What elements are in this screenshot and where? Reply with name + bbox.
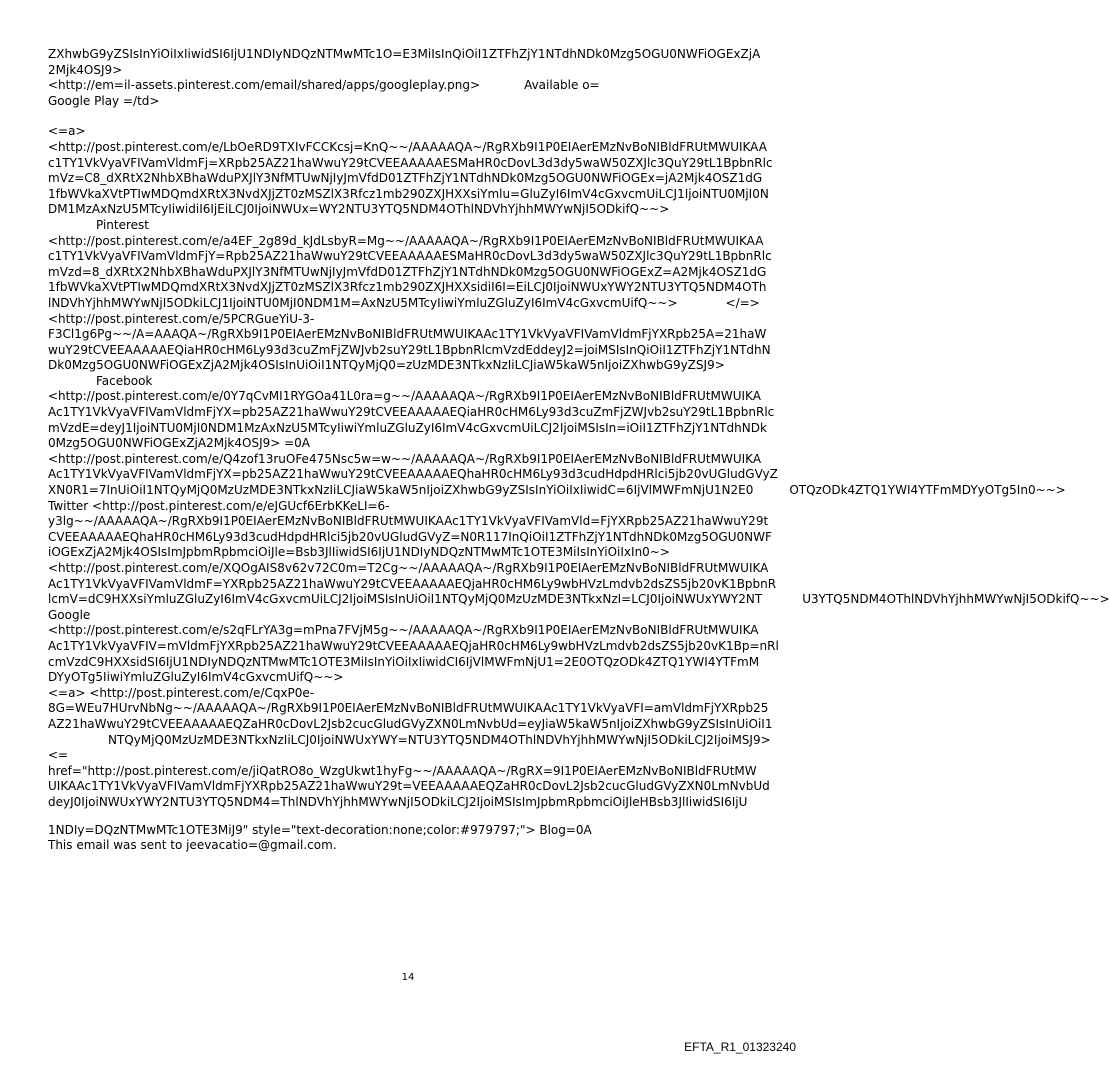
text-line: Ac1TY1VkVyaVFIVamVldmFjYX=pb25AZ21haWwuY29tCVEEAAAAAEQhaHR0cHM6Ly93d3cudHdpdHRlci5jb20vUGludGVyZ: [48, 467, 778, 482]
text-line: 2Mjk4OSJ9>: [48, 62, 123, 77]
pinterest-link[interactable]: Pinterest: [96, 217, 150, 232]
twitter-link[interactable]: OTQzODk4ZTQ1YWI4YTFmMDYyOTg5In0~~>: [789, 483, 1066, 498]
text-line: Google Play =/td>: [48, 93, 160, 108]
text-line: DM1MzAxNzU5MTcyIiwidiI6IjEiLCJ0IjoiNWUx=WY2NTU3YTQ5NDM4OThlNDVhYjhhMWYwNjI5ODkifQ~~>: [48, 202, 670, 217]
text-line: mVzd=8_dXRtX2NhbXBhaWduPXJlY3NfMTUwNjIyJmVfdD01ZTFhZjY1NTdhNDk0Mzg5OGU0NWFiOGExZ=A2Mjk4OSZ1dG: [48, 264, 767, 279]
text-line: AZ21haWwuY29tCVEEAAAAAEQZaHR0cDovL2Jsb2cucGludGVyZXN0LmNvbUd=eyJiaW5kaW5nIjoiZXhwbG9yZSIsInUiOiI1: [48, 716, 773, 731]
text-line: NTQyMjQ0MzUzMDE3NTkxNzIiLCJ0IjoiNWUxYWY=NTU3YTQ5NDM4OThlNDVhYjhhMWYwNjI5ODkiLCJ2IjoiMSJ9>: [108, 732, 771, 747]
text-line: lcmV=dC9HXXsiYmluZGluZyI6ImV4cGxvcmUiLCJ2IjoiMSIsInUiOiI1NTQyMjQ0MzUzMDE3NTkxNzI=LCJ0IjoiNWUxYWY2NT U3YTQ5NDM4OThlNDVhYjhhMWYwNjI5ODkifQ~~>: [48, 592, 1110, 607]
googleplay-image-url: <http://em=il-assets.pinterest.com/email/shared/apps/googleplay.png>: [48, 78, 481, 93]
text-line: UIKAAc1TY1VkVyaVFIVamVldmFjYXRpb25AZ21haWwuY29t=VEEAAAAAEQZaHR0cDovL2Jsb2cucGludGVyZXN0LmNvbUd: [48, 779, 770, 794]
text-line: 8G=WEu7HUrvNbNg~~/AAAAAQA~/RgRXb9I1P0EIAerEMzNvBoNIBldFRUtMWUIKAAc1TY1VkVyaVFI=amVldmFjYXRpb25: [48, 701, 769, 716]
text-line: CVEEAAAAAEQhaHR0cHM6Ly93d3cudHdpdHRlci5jb20vUGludGVyZ=N0R117InQiOiI1ZTFhZjY1NTdhNDk0Mzg5OGU0NWF: [48, 529, 772, 544]
facebook-link-url: <http://post.pinterest.com/e/5PCRGueYiU-3-: [48, 311, 315, 326]
text-line: lNDVhYjhhMWYwNjI5ODkiLCJ1IjoiNTU0MjI0NDM1M=AxNzU5MTcyIiwiYmluZGluZyI6ImV4cGxvcmUifQ~~> </=>: [48, 295, 760, 310]
google-link-url: Google: [48, 607, 91, 622]
text-line: <http://post.pinterest.com/e/Q4zof13ruOFe475Nsc5w=w~~/AAAAAQA~/RgRXb9I1P0EIAerEMzNvBoNIBldFRUtMWUIKA: [48, 451, 762, 466]
text-line: XN0R1=7InUiOiI1NTQyMjQ0MzUzMDE3NTkxNzIiLCJiaW5kaW5nIjoiZXhwbG9yZSIsInYiOiIxIiwidC=6IjVlMWFmNjU1N2E0 OTQzODk4ZTQ1YWI4YTFmMDYyOTg5In0~~>: [48, 483, 1066, 498]
text-line: 1fbWVkaXVtPTIwMDQmdXRtX3NvdXJjZT0zMSZlX3Rfcz1mb290ZXJHXXsidiI6I=EiLCJ0IjoiNWUxYWY2NTU3YTQ5NDM4OTh: [48, 280, 767, 295]
text-line: 1fbWVkaXVtPTIwMDQmdXRtX3NvdXJjZT0zMSZlX3Rfcz1mb290ZXJHXXsiYmlu=GluZyI6ImV4cGxvcmUiLCJ1IjoiNTU0MjI0N: [48, 186, 769, 201]
pinterest-link-url: <http://post.pinterest.com/e/a4EF_2g89d_kJdLsbyR=Mg~~/AAAAAQA~/RgRXb9I1P0EIAerEMzNvBoNIBldFRUtMWUIKAA: [48, 233, 764, 248]
pinterest-link-url: <http://post.pinterest.com/e/LbOeRD9TXIvFCCKcsj=KnQ~~/AAAAAQA~/RgRXb9I1P0EIAerEMzNvBoNIBldFRUtMWUIKAA: [48, 139, 767, 154]
available-on-text: Available o=: [524, 78, 600, 93]
text-line: mVz=C8_dXRtX2NhbXBhaWduPXJlY3NfMTUwNjIyJmVfdD01ZTFhZjY1NTdhNDk0Mzg5OGU0NWFiOGEx=jA2Mjk4OSZ1dG: [48, 171, 763, 186]
text-line: c1TY1VkVyaVFIVamVldmFjY=Rpb25AZ21haWwuY29tCVEEAAAAAESMaHR0cDovL3d3dy5waW50ZXJlc3QuY29tL1BpbnRlc: [48, 249, 772, 264]
text-line: Ac1TY1VkVyaVFIVamVldmF=YXRpb25AZ21haWwuY29tCVEEAAAAAEQjaHR0cHM6Ly9wbHVzLmdvb2dsZS5jb20vK1BpbnR: [48, 576, 777, 591]
text-line: <=a> <http://post.pinterest.com/e/CqxP0e-: [48, 685, 315, 700]
blog-href-url: <=: [48, 748, 69, 763]
text-line: Dk0Mzg5OGU0NWFiOGExZjA2Mjk4OSIsInUiOiI1NTQyMjQ0=zUzMDE3NTkxNzIiLCJiaW5kaW5nIjoiZXhwbG9yZSJ9>: [48, 358, 725, 373]
email-body: [48, 47, 1110, 854]
blog-link-url: DYyOTg5IiwiYmluZGluZyI6ImV4cGxvcmUifQ~~>: [48, 670, 344, 685]
text-line: <=a>: [48, 124, 86, 139]
google-link[interactable]: U3YTQ5NDM4OThlNDVhYjhhMWYwNjI5ODkifQ~~>: [802, 592, 1110, 607]
text-line: deyJ0IjoiNWUxYWY2NTU3YTQ5NDM4=ThlNDVhYjhhMWYwNjI5ODkiLCJ2IjoiMSIsImJpbmRpbmciOiJleHBsb3JlIiwidSI6IjU: [48, 794, 748, 809]
text-line: c1TY1VkVyaVFIVamVldmFj=XRpb25AZ21haWwuY29tCVEEAAAAAESMaHR0cDovL3d3dy5waW50ZXJlc3QuY29tL1BpbnRlc: [48, 155, 773, 170]
text-line: mVzdE=deyJ1IjoiNTU0MjI0NDM1MzAxNzU5MTcyIiwiYmluZGluZyI6ImV4cGxvcmUiLCJ2IjoiMSIsIn=iOiI1ZTFhZjY1NTdhNDk: [48, 420, 767, 435]
text-line: Ac1TY1VkVyaVFIV=mVldmFjYXRpb25AZ21haWwuY29tCVEEAAAAAEQjaHR0cHM6Ly9wbHVzLmdvb2dsZS5jb20vK1Bp=nRl: [48, 638, 779, 653]
document-id: EFTA_R1_01323240: [684, 1040, 796, 1054]
facebook-link[interactable]: Facebook: [96, 373, 153, 388]
text-line: <http://post.pinterest.com/e/s2qFLrYA3g=mPna7FVjM5g~~/AAAAAQA~/RgRXb9I1P0EIAerEMzNvBoNIBldFRUtMWUIKA: [48, 623, 759, 638]
twitter-link-url: <http://post.pinterest.com/e/0Y7qCvMI1RYGOa41L0ra=g~~/AAAAAQA~/RgRXb9I1P0EIAerEMzNvBoNIBldFRUtMWUIKA: [48, 389, 761, 404]
text-line: Twitter <http://post.pinterest.com/e/eJGUcf6ErbKKeLI=6-: [48, 498, 390, 513]
text-line: <http://post.pinterest.com/e/XQOgAIS8v62v72C0m=T2Cg~~/AAAAAQA~/RgRXb9I1P0EIAerEMzNvBoNIBldFRUtMWUIKA: [48, 561, 769, 575]
text-line: wuY29tCVEEAAAAAEQiaHR0cHM6Ly93d3cuZmFjZWJvb2suY29tL1BpbnRlcmVzdEddeyJ2=joiMSIsInQiOiI1ZTFhZjY1NTdhN: [48, 342, 771, 357]
unsubscribe-notice[interactable]: This email was sent to jeevacatio=@gmail.com.: [48, 838, 337, 853]
page-number: 14: [401, 972, 415, 983]
google-link-url: iOGExZjA2Mjk4OSIsImJpbmRpbmciOiJle=Bsb3JlIiwidSI6IjU1NDIyNDQzNTMwMTc1OTE3MiIsInYiOiIxIn0~>: [48, 545, 670, 560]
text-line: y3lg~~/AAAAAQA~/RgRXb9I1P0EIAerEMzNvBoNIBldFRUtMWUIKAAc1TY1VkVyaVFIVamVld=FjYXRpb25AZ21haWwuY29t: [48, 514, 769, 529]
text-line: Ac1TY1VkVyaVFIVamVldmFjYX=pb25AZ21haWwuY29tCVEEAAAAAEQiaHR0cHM6Ly93d3cuZmFjZWJvb2suY29tL1BpbnRlc: [48, 405, 775, 420]
text-line: F3Cl1g6Pg~~/A=AAAQA~/RgRXb9I1P0EIAerEMzNvBoNIBldFRUtMWUIKAAc1TY1VkVyaVFIVamVldmFjYXRpb25A=21haW: [48, 327, 767, 342]
sent-to-notice: 1NDIy=DQzNTMwMTc1OTE3MiJ9" style="text-decoration:none;color:#979797;"> Blog=0A: [48, 822, 592, 837]
text-line: ZXhwbG9yZSIsInYiOiIxIiwidSI6IjU1NDIyNDQzNTMwMTc1O=E3MiIsInQiOiI1ZTFhZjY1NTdhNDk0Mzg5OGU0NWFiOGExZjA: [48, 47, 761, 61]
text-line: 0Mzg5OGU0NWFiOGExZjA2Mjk4OSJ9> =0A: [48, 436, 311, 451]
text-line: cmVzdC9HXXsidSI6IjU1NDIyNDQzNTMwMTc1OTE3MiIsInYiOiIxIiwidCI6IjVlMWFmNjU1=2E0OTQzODk4ZTQ1YWI4YTFmM: [48, 654, 760, 669]
text-line: href="http://post.pinterest.com/e/jiQatRO8o_WzgUkwt1hyFg~~/AAAAAQA~/RgRX=9I1P0EIAerEMzNvBoNIBldFRUtMW: [48, 763, 757, 778]
text-line: [48, 78, 772, 94]
